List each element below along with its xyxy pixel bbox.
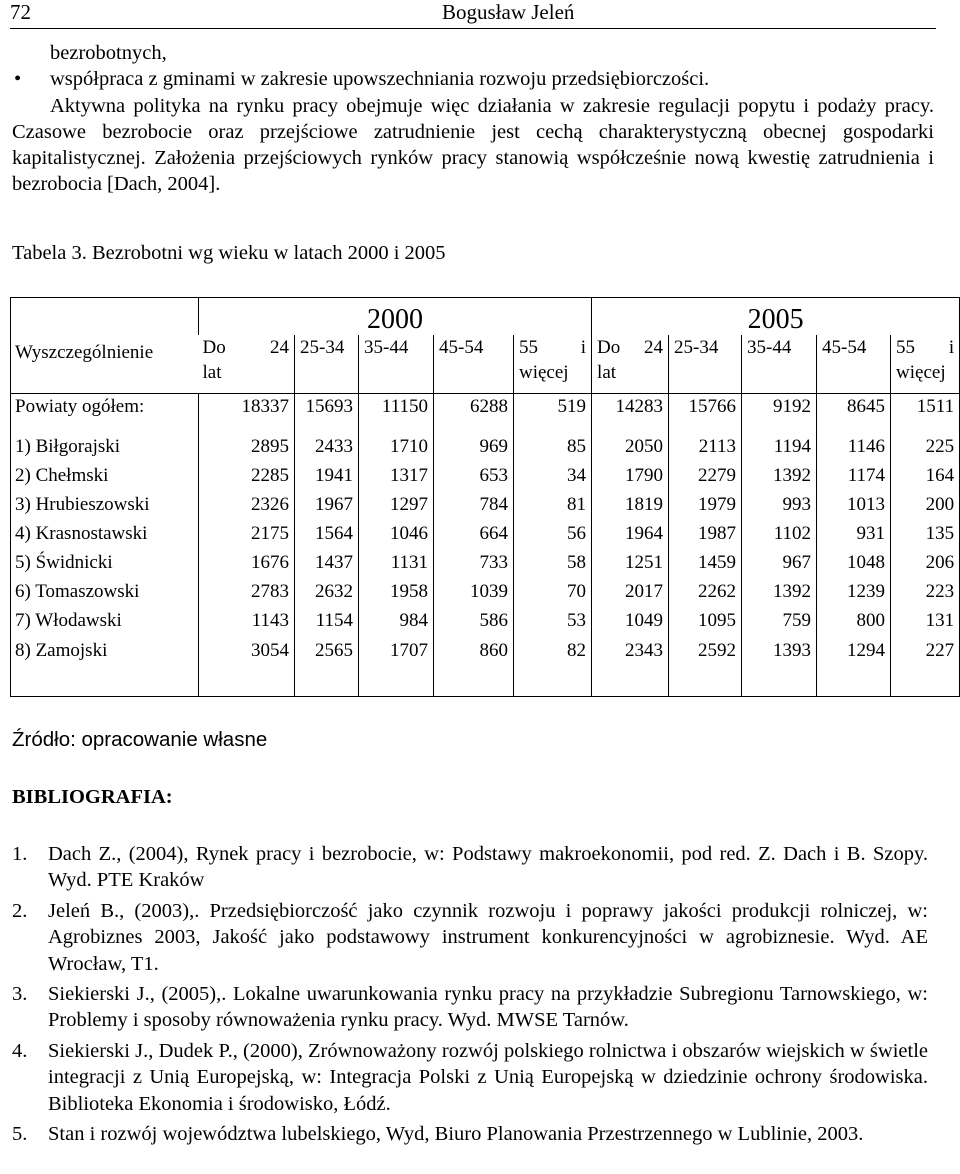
table-cell: 1564 — [295, 521, 359, 550]
total-cell: 15766 — [669, 393, 742, 423]
table-cell: 586 — [434, 608, 514, 637]
table-cell: 1102 — [742, 521, 817, 550]
age-group-bottom — [822, 360, 885, 385]
age-group-word: 55 — [896, 337, 916, 359]
table-cell: 2285 — [199, 463, 295, 492]
age-group-bottom: lat — [597, 362, 617, 384]
bibliography-number: 1. — [12, 843, 28, 865]
table-cell: 1676 — [199, 550, 295, 579]
separator-cell — [359, 424, 434, 434]
table-cell: 1710 — [359, 434, 434, 463]
age-group-word: 24 — [644, 337, 664, 359]
age-group-word: 45-54 — [822, 337, 867, 359]
table-cell: 860 — [434, 638, 514, 667]
age-group-top — [364, 335, 428, 360]
age-group-header — [817, 335, 891, 393]
table-cell: 993 — [742, 492, 817, 521]
table-row — [11, 550, 960, 579]
table-cell: 2433 — [295, 434, 359, 463]
table-cell: 1790 — [592, 463, 669, 492]
separator-cell — [817, 424, 891, 434]
table-cell: 1294 — [817, 638, 891, 667]
age-group-top — [747, 335, 811, 360]
table-cell: 967 — [742, 550, 817, 579]
year-2000: 2000 — [199, 298, 592, 336]
separator-cell — [891, 424, 960, 434]
bibliography-number: 5. — [12, 1123, 28, 1146]
table-cell: 1297 — [359, 492, 434, 521]
table-cell: 2895 — [199, 434, 295, 463]
age-group-header — [295, 335, 359, 393]
table-cell: 1039 — [434, 579, 514, 608]
district-label: 3) Hrubieszowski — [15, 493, 150, 515]
district-label: 2) Chełmski — [15, 464, 109, 486]
district-label: 1) Biłgorajski — [15, 435, 121, 457]
table-row — [11, 608, 960, 637]
running-author: Bogusław Jeleń — [442, 0, 575, 24]
spacer-cell — [199, 667, 295, 697]
age-group-top — [674, 335, 736, 360]
body-paragraph: Aktywna polityka na rynku pracy obejmuje więc działania w zakresie regulacji popytu i podaży pracy. Czasowe bezrobocie oraz przejściowe zatrudnienie jest cechą charakterystyczną obecnej gospodarki kapitalistycznej. Założenia przejściowych rynków pracy stanowią współcześnie nową kwestię zatrudnienia i bezrobocia [Dach, 2004]. — [12, 94, 934, 196]
year-2005: 2005 — [592, 298, 960, 336]
district-rows — [11, 434, 960, 667]
unemployment-table — [10, 297, 960, 697]
table-cell: 164 — [891, 463, 960, 492]
bibliography-heading: BIBLIOGRAFIA: — [12, 786, 173, 808]
separator-cell — [514, 424, 592, 434]
table-cell: 2279 — [669, 463, 742, 492]
table-row — [11, 492, 960, 521]
bibliography-text: Jeleń B., (2003),. Przedsiębiorczość jako czynnik rozwoju i poprawy jakości produkcji rolniczej, w: Agrobiznes 2003, Jakość jako podstawowy instrument konkurencyjności w agrobiznesie. Wyd. AE Wrocław, T1. — [48, 899, 928, 975]
table-cell: 1013 — [817, 492, 891, 521]
age-group-header — [434, 335, 514, 393]
age-group-bottom: więcej — [896, 362, 946, 384]
age-group-header — [514, 335, 592, 393]
table-cell: 206 — [891, 550, 960, 579]
table-cell: 984 — [359, 608, 434, 637]
table-cell: 1146 — [817, 434, 891, 463]
spacer-cell — [742, 667, 817, 697]
table-cell: 200 — [891, 492, 960, 521]
age-group-bottom — [674, 360, 736, 385]
table-cell: 2113 — [669, 434, 742, 463]
table-cell: 759 — [742, 608, 817, 637]
page-header — [10, 0, 936, 29]
table-cell: 1437 — [295, 550, 359, 579]
separator-cell — [742, 424, 817, 434]
table-row — [11, 434, 960, 463]
table-cell: 1131 — [359, 550, 434, 579]
separator-cell — [669, 424, 742, 434]
table-row — [11, 638, 960, 667]
district-label: 6) Tomaszowski — [15, 581, 140, 603]
row-header: Wyszczególnienie — [15, 341, 154, 363]
table-cell: 34 — [514, 463, 592, 492]
age-group-word: 35-44 — [364, 337, 409, 359]
district-label: 7) Włodawski — [15, 610, 122, 632]
table-cell: 223 — [891, 579, 960, 608]
total-cell: 519 — [514, 393, 592, 423]
age-group-bottom — [439, 360, 508, 385]
table-cell: 931 — [817, 521, 891, 550]
table-cell: 225 — [891, 434, 960, 463]
table-cell: 53 — [514, 608, 592, 637]
separator-cell — [434, 424, 514, 434]
table-cell: 1958 — [359, 579, 434, 608]
table-cell: 2326 — [199, 492, 295, 521]
table-cell: 131 — [891, 608, 960, 637]
bullet-icon: • — [14, 68, 22, 91]
age-group-word: 45-54 — [439, 337, 484, 359]
table-cell: 1707 — [359, 638, 434, 667]
table-cell: 1239 — [817, 579, 891, 608]
separator-row — [11, 424, 960, 434]
age-group-header — [359, 335, 434, 393]
table-cell: 58 — [514, 550, 592, 579]
age-group-bottom: więcej — [519, 362, 569, 384]
bibliography-item — [12, 841, 928, 894]
table-cell: 1049 — [592, 608, 669, 637]
bibliography-number: 3. — [12, 983, 28, 1006]
table-cell: 1819 — [592, 492, 669, 521]
table-cell: 1194 — [742, 434, 817, 463]
body-text — [12, 40, 934, 198]
table-cell: 56 — [514, 521, 592, 550]
age-group-word: 55 — [519, 337, 538, 359]
total-cell: 11150 — [359, 393, 434, 423]
table-cell: 1459 — [669, 550, 742, 579]
age-group-word: 25-34 — [300, 337, 345, 359]
age-group-top — [597, 335, 663, 360]
spacer-cell — [434, 667, 514, 697]
table-cell: 784 — [434, 492, 514, 521]
total-cell: 8645 — [817, 393, 891, 423]
table-cell: 1154 — [295, 608, 359, 637]
table-cell: 733 — [434, 550, 514, 579]
total-cell: 14283 — [592, 393, 669, 423]
table-cell: 1095 — [669, 608, 742, 637]
spacer-cell — [669, 667, 742, 697]
age-group-top — [439, 335, 508, 360]
table-row — [11, 521, 960, 550]
spacer-cell — [891, 667, 960, 697]
table-bottom-spacer — [11, 667, 960, 697]
spacer-cell — [592, 667, 669, 697]
district-label: 4) Krasnostawski — [15, 522, 148, 544]
table-cell: 1941 — [295, 463, 359, 492]
table-cell: 2017 — [592, 579, 669, 608]
table-cell: 70 — [514, 579, 592, 608]
table-cell: 653 — [434, 463, 514, 492]
year-header-row — [11, 298, 960, 336]
age-group-word: 24 — [270, 337, 289, 359]
age-group-top — [203, 335, 290, 360]
district-label: 5) Świdnicki — [15, 552, 113, 574]
age-group-word: 35-44 — [747, 337, 792, 359]
table-cell: 82 — [514, 638, 592, 667]
table-cell: 85 — [514, 434, 592, 463]
bibliography-text: Stan i rozwój województwa lubelskiego, Wyd, Biuro Planowania Przestrzennego w Lublinie, 2003. — [48, 1123, 864, 1146]
bibliography-item — [12, 1121, 928, 1147]
total-cell: 18337 — [199, 393, 295, 423]
table-cell: 135 — [891, 521, 960, 550]
table-cell: 2592 — [669, 638, 742, 667]
total-cell: 15693 — [295, 393, 359, 423]
age-group-bottom — [300, 360, 353, 385]
table-cell: 2632 — [295, 579, 359, 608]
table-cell: 969 — [434, 434, 514, 463]
table-cell: 2262 — [669, 579, 742, 608]
age-group-word: 25-34 — [674, 337, 719, 359]
table-source: Źródło: opracowanie własne — [12, 728, 268, 751]
table-cell: 1392 — [742, 579, 817, 608]
total-label: Powiaty ogółem: — [11, 393, 199, 423]
table-cell: 1979 — [669, 492, 742, 521]
total-cell: 1511 — [891, 393, 960, 423]
table-row — [11, 579, 960, 608]
age-group-header — [592, 335, 669, 393]
total-cell: 9192 — [742, 393, 817, 423]
table-cell: 227 — [891, 638, 960, 667]
total-row — [11, 393, 960, 423]
bibliography-item — [12, 1038, 928, 1117]
bibliography-text: Siekierski J., (2005),. Lokalne uwarunkowania rynku pracy na przykładzie Subregionu Tarnowskiego, w: Problemy i sposoby równoważenia rynku pracy. Wyd. MWSE Tarnów. — [48, 983, 928, 1032]
bibliography-item — [12, 981, 928, 1034]
age-group-word: i — [948, 337, 955, 359]
separator-cell — [11, 424, 199, 434]
spacer-cell — [817, 667, 891, 697]
table-cell: 1393 — [742, 638, 817, 667]
separator-cell — [295, 424, 359, 434]
table-cell: 1967 — [295, 492, 359, 521]
table-cell: 1046 — [359, 521, 434, 550]
age-group-top — [519, 335, 586, 360]
bibliography-text: Siekierski J., Dudek P., (2000), Zrównoważony rozwój polskiego rolnictwa i obszarów wiejskich w świetle integracji z Unią Europejską, w: Integracja Polski z Unią Europejską w dziedzinie ochrony środowiska. Biblioteka Ekonomia i środowisko, Łódź. — [48, 1039, 928, 1115]
age-group-top — [896, 335, 954, 360]
table-caption: Tabela 3. Bezrobotni wg wieku w latach 2000 i 2005 — [12, 242, 446, 264]
table-cell: 2783 — [199, 579, 295, 608]
separator-cell — [592, 424, 669, 434]
age-group-header — [669, 335, 742, 393]
table-cell: 2050 — [592, 434, 669, 463]
spacer-cell — [11, 667, 199, 697]
table-cell: 1174 — [817, 463, 891, 492]
bibliography-number: 2. — [12, 899, 28, 922]
spacer-cell — [514, 667, 592, 697]
table-cell: 1048 — [817, 550, 891, 579]
bullet-text: współpraca z gminami w zakresie upowszechniania rozwoju przedsiębiorczości. — [50, 68, 710, 91]
table-cell: 2565 — [295, 638, 359, 667]
table-cell: 1392 — [742, 463, 817, 492]
age-group-header — [199, 335, 295, 393]
table-cell: 3054 — [199, 638, 295, 667]
bibliography-list — [12, 841, 928, 1151]
spacer-cell — [359, 667, 434, 697]
bibliography-number: 4. — [12, 1039, 28, 1062]
table-cell: 1987 — [669, 521, 742, 550]
age-group-bottom: lat — [202, 362, 222, 384]
age-group-top — [822, 335, 885, 360]
table-cell: 1251 — [592, 550, 669, 579]
age-group-word: i — [580, 337, 587, 359]
table-cell: 1964 — [592, 521, 669, 550]
age-group-bottom — [747, 360, 811, 385]
bullet-item — [12, 66, 934, 92]
bibliography-text: Dach Z., (2004), Rynek pracy i bezrobocie, w: Podstawy makroekonomii, pod red. Z. Dach i B. Szopy. Wyd. PTE Kraków — [48, 843, 928, 892]
spacer-cell — [295, 667, 359, 697]
separator-cell — [199, 424, 295, 434]
age-group-word: Do — [597, 337, 621, 359]
bibliography-item — [12, 898, 928, 977]
total-cell: 6288 — [434, 393, 514, 423]
table-cell: 1143 — [199, 608, 295, 637]
page-number: 72 — [10, 0, 31, 24]
table-cell: 2343 — [592, 638, 669, 667]
age-group-bottom — [364, 360, 428, 385]
age-group-top — [300, 335, 353, 360]
age-group-word: Do — [202, 337, 226, 359]
age-group-header — [742, 335, 817, 393]
table-cell: 664 — [434, 521, 514, 550]
table-row — [11, 463, 960, 492]
table-cell: 800 — [817, 608, 891, 637]
table-cell: 1317 — [359, 463, 434, 492]
district-label: 8) Zamojski — [15, 639, 108, 661]
age-group-header — [891, 335, 960, 393]
table-cell: 2175 — [199, 521, 295, 550]
body-line-1: bezrobotnych, — [50, 42, 167, 64]
table-cell: 81 — [514, 492, 592, 521]
